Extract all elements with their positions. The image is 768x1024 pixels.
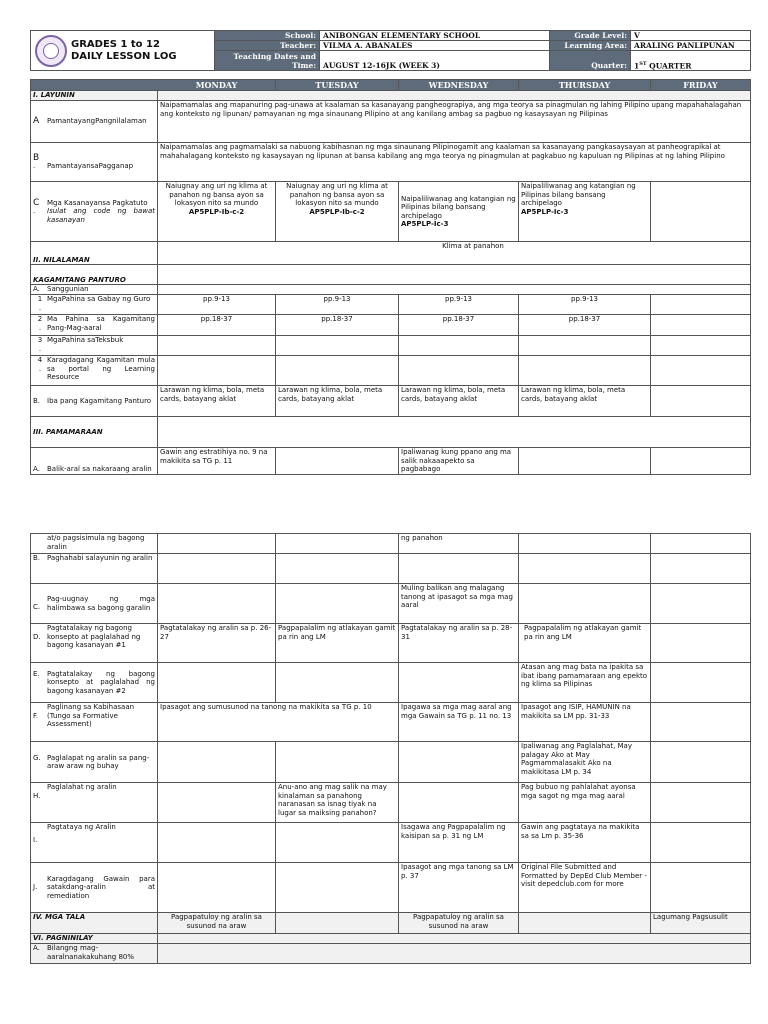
row-sanggunian-letter: A. — [33, 285, 40, 293]
paghahabi-thursday — [519, 554, 651, 584]
section-mga-tala: IV. MGA TALA — [31, 913, 158, 934]
row-konsepto-1-label — [31, 624, 158, 663]
row-teksbuk-label — [31, 336, 158, 356]
row-p2h-letter: H. — [33, 792, 41, 800]
mga-tala-tuesday — [276, 913, 399, 934]
row-1-num — [33, 295, 47, 312]
dates-label — [215, 51, 320, 71]
pag-uugnay-thursday — [519, 584, 651, 624]
balik-aral-cont-thursday — [519, 534, 651, 554]
learning-resource-monday — [158, 356, 276, 386]
row-iba-pang-kagamitan-label — [31, 386, 158, 417]
konsepto-2-wednesday — [399, 663, 519, 703]
row-p2h-label: Paglalahat ng aralin — [47, 783, 117, 791]
row-pa-letter: A. — [33, 465, 40, 473]
row-4-number: 4 — [37, 356, 43, 364]
row-kabihasaan-label — [31, 703, 158, 742]
kabihasaan-thursday: Ipasagot ang ISIP, HAMUNIN na makikita sa LM pp. 31-33 — [519, 703, 651, 742]
lesson-table-1 — [30, 79, 751, 475]
dates-value: AUGUST 12-16JK (WEEK 3) — [320, 51, 550, 71]
learning-resource-wednesday — [399, 356, 519, 386]
row-pamantayang-pangnilalaman-text: Naipamamalas ang mapanuring pag-unawa at kaalaman sa kasanayang pangheograpiya, ang mga teorya sa pinagmulan ng lahing Pilipino upang mapahahalagahan ang konteksto ng lipunan/ pamayanan ng mga sinaunang Pilipino at ang kanilang ambag sa pagbuo ng kasaysayan ng Pilipinas — [158, 101, 751, 143]
row-paglalapat-label — [31, 742, 158, 783]
row-karagdagang-gawain-label — [31, 863, 158, 913]
section-layunin-fill — [158, 91, 751, 101]
teacher-label: Teacher: — [215, 41, 320, 51]
row-paghahabi-label — [31, 554, 158, 584]
row-c-label: Mga Kasanayansa Pagkatuto — [47, 198, 148, 207]
mga-tala-thursday — [519, 913, 651, 934]
row-sanggunian-label — [31, 285, 158, 295]
section-pagninilay: VI. PAGNINILAY — [31, 934, 158, 944]
header-table — [30, 30, 751, 71]
gabay-guro-friday — [651, 295, 751, 315]
row-p2j-letter: J. — [33, 882, 38, 891]
row-4-num — [33, 356, 47, 382]
paghahabi-friday — [651, 554, 751, 584]
sanggunian-fill — [158, 285, 751, 295]
paglalahat-wednesday — [399, 783, 519, 823]
dates-label-line-2: Time: — [292, 60, 316, 70]
row-3-dot: . — [38, 344, 42, 353]
row-pamantayan-pagganap-label — [31, 143, 158, 182]
kasanayan-monday-code: AP5PLP-Ib-c-2 — [188, 207, 245, 216]
school-value: ANIBONGAN ELEMENTARY SCHOOL — [320, 31, 550, 41]
pag-uugnay-friday — [651, 584, 751, 624]
kasanayan-thursday-text: Naipaliliwanag ang katangian ng Pilipinas bilang bansang archipelago — [521, 182, 636, 207]
row-p2j-label: Karagdagang Gawain para satakdang-aralin at remediation — [47, 874, 155, 900]
kasanayan-tuesday-text: Naiugnay ang uri ng klima at panahon ng bansa ayon sa lokasyon nito sa mundo — [286, 182, 388, 207]
row-2-num — [33, 315, 47, 332]
pag-uugnay-wednesday: Muling balikan ang malagang tanong at ipasagot sa mga mag aaral — [399, 584, 519, 624]
konsepto-1-thursday: Pagpapalalim ng atlakayan gamit pa rin ang LM — [519, 624, 651, 663]
row-c-sub: Isulat ang code ng bawat kasanayan — [47, 207, 155, 224]
day-header-wednesday: WEDNESDAY — [399, 80, 519, 91]
row-p2g-letter: G. — [33, 753, 41, 762]
deped-seal-icon — [35, 35, 67, 67]
row-b2-letter: B. — [33, 396, 41, 405]
paghahabi-tuesday — [276, 554, 399, 584]
learning-resource-tuesday — [276, 356, 399, 386]
pagninilay-fill — [158, 934, 751, 944]
row-cont-spacer — [33, 534, 47, 551]
balik-aral-cont-wednesday: ng panahon — [399, 534, 519, 554]
kasanayan-monday-text: Naiugnay ang uri ng klima at panahon ng bansa ayon sa lokasyon nito sa mundo — [165, 182, 268, 207]
konsepto-2-monday — [158, 663, 276, 703]
row-pamantayang-pangnilalaman-label — [31, 101, 158, 143]
row-b-spacer — [47, 154, 155, 163]
kagamitang-mag-aaral-wednesday: pp.18-37 — [399, 315, 519, 336]
row-sanggunian-text: Sanggunian — [47, 285, 89, 293]
row-c-dot: . — [33, 207, 36, 216]
paglalahat-friday — [651, 783, 751, 823]
balik-aral-tuesday — [276, 448, 399, 475]
kagamitang-mag-aaral-monday: pp.18-37 — [158, 315, 276, 336]
row-1-label: MgaPahina sa Gabay ng Guro — [47, 295, 151, 303]
gabay-guro-thursday: pp.9-13 — [519, 295, 651, 315]
paglalahat-tuesday: Anu-ano ang mag salik na may kinalaman sa panahong naranasan sa isnag tiyak na lugar sa maiksing panahon? — [276, 783, 399, 823]
karagdagang-gawain-tuesday — [276, 863, 399, 913]
lesson-table-2 — [30, 533, 751, 964]
balik-aral-friday — [651, 448, 751, 475]
row-b-dot: . — [33, 162, 36, 170]
pagtataya-friday — [651, 823, 751, 863]
balik-aral-cont-friday — [651, 534, 751, 554]
bilang-80-fill — [158, 944, 751, 964]
pag-uugnay-tuesday — [276, 584, 399, 624]
quarter-value — [631, 51, 751, 71]
row-bilang-80-label — [31, 944, 158, 964]
balik-aral-cont-tuesday — [276, 534, 399, 554]
row-p2e-letter: E. — [33, 669, 40, 678]
row-p2c-label: Pag-uugnay ng mga halimbawa sa bagong garalin — [47, 595, 155, 612]
kasanayan-tuesday — [276, 182, 399, 242]
row-kagamitang-mag-aaral-label — [31, 315, 158, 336]
pamamaraan-fill — [158, 417, 751, 448]
title-line-1: GRADES 1 to 12 — [71, 38, 160, 50]
paghahabi-wednesday — [399, 554, 519, 584]
learning-resource-thursday — [519, 356, 651, 386]
konsepto-1-wednesday: Pagtatalakay ng aralin sa p. 28-31 — [399, 624, 519, 663]
row-pn-a-label: Bilangng mag-aaralnanakakuhang 80% — [47, 944, 135, 961]
row-balik-aral-label — [31, 448, 158, 475]
balik-aral-wednesday: Ipaliwanag kung ppano ang ma salik nakaaapekto sa pagbabago — [399, 448, 519, 475]
row-pamantayan-pagganap-text: Naipamamalas ang pagmamalaki sa nabuong kabihasnan ng mga sinaunang Pilipinogamit ang kaalaman sa kasanayang pangkasaysayan at panheograpikal at mahahalagang konteksto ng kasaysayan ng lipunan at bansa kabilang ang mga teorya ng pinagmulan at pagkabuo ng kapuluan ng Pilipinas at ng lahing Pilipino — [158, 143, 751, 182]
pagtataya-monday — [158, 823, 276, 863]
paglalapat-friday — [651, 742, 751, 783]
section-pamamaraan: III. PAMAMARAAN — [31, 417, 158, 448]
balik-aral-monday: Gawin ang estratihiya no. 9 na makikita sa TG p. 11 — [158, 448, 276, 475]
row-b-letter: B — [33, 152, 40, 163]
school-label: School: — [215, 31, 320, 41]
kabihasaan-friday — [651, 703, 751, 742]
iba-pang-kagamitan-wednesday: Larawan ng klima, bola, meta cards, batayang aklat — [399, 386, 519, 417]
quarter-number: 1 — [634, 61, 640, 70]
row-balik-aral-cont-label — [31, 534, 158, 554]
quarter-label: Quarter: — [550, 51, 631, 71]
row-p2f-letter: F. — [33, 712, 39, 720]
row-p2i-letter: I. — [33, 836, 38, 844]
paglalahat-thursday: Pag bubuo ng pahlalahat ayonsa mga sagot ng mga mag aaral — [519, 783, 651, 823]
section-kagamitang-panturo: KAGAMITANG PANTURO — [31, 265, 158, 285]
row-1-number: 1 — [37, 295, 43, 303]
konsepto-1-friday — [651, 624, 751, 663]
konsepto-2-thursday: Atasan ang mag bata na ipakita sa ibat ibang pamamaraan ang epekto ng klima sa Pilipinas — [519, 663, 651, 703]
row-kasanayan-label — [31, 182, 158, 242]
kagamitang-mag-aaral-thursday: pp.18-37 — [519, 315, 651, 336]
row-pagtataya-label — [31, 823, 158, 863]
kasanayan-wednesday — [399, 182, 519, 242]
row-pn-a-letter: A. — [33, 944, 40, 952]
grade-value: V — [631, 31, 751, 41]
konsepto-2-tuesday — [276, 663, 399, 703]
paglalapat-tuesday — [276, 742, 399, 783]
karagdagang-gawain-thursday: Original File Submitted and Formatted by DepEd Club Member - visit depedclub.com for more — [519, 863, 651, 913]
row-p2d-label: Pagtatalakay ng bagong konsepto at paglalahad ng bagong kasanayan #1 — [47, 624, 141, 649]
kasanayan-wednesday-text: Naipaliliwanag ang katangian ng Pilipinas bilang bansang archipelago — [401, 194, 516, 220]
kagamitang-panturo-fill — [158, 265, 751, 285]
row-3-num — [33, 336, 47, 353]
teksbuk-monday — [158, 336, 276, 356]
row-p2g-label: Paglalapat ng aralin sa pang-araw araw ng buhay — [47, 753, 150, 770]
teksbuk-thursday — [519, 336, 651, 356]
quarter-text: QUARTER — [646, 61, 692, 70]
quarter-superscript: ST — [639, 60, 647, 67]
gabay-guro-wednesday: pp.9-13 — [399, 295, 519, 315]
row-4-dot: . — [38, 364, 42, 373]
balik-aral-thursday — [519, 448, 651, 475]
konsepto-1-tuesday: Pagpapalalim ng atlakayan gamit pa rin ang LM — [276, 624, 399, 663]
teksbuk-friday — [651, 336, 751, 356]
paglalapat-monday — [158, 742, 276, 783]
grade-label: Grade Level: — [550, 31, 631, 41]
pag-uugnay-monday — [158, 584, 276, 624]
row-p2i-label: Pagtataya ng Aralin — [47, 823, 116, 831]
paglalapat-wednesday — [399, 742, 519, 783]
row-cont-label: at/o pagsisimula ng bagong aralin — [47, 534, 145, 551]
row-p2c-letter: C. — [33, 603, 41, 611]
kasanayan-thursday — [519, 182, 651, 242]
day-header-thursday: THURSDAY — [519, 80, 651, 91]
day-header-tuesday: TUESDAY — [276, 80, 399, 91]
row-p2e-label: Pagtatalakay ng bagong konsepto at paglalahad ng bagong kasanayan #2 — [47, 669, 155, 695]
row-p2f-label: Paglinang sa Kabihasaan (Tungo sa Formative Assessment) — [47, 703, 135, 728]
iba-pang-kagamitan-tuesday: Larawan ng klima, bola, meta cards, batayang aklat — [276, 386, 399, 417]
mga-tala-friday: Lagumang Pagsusulit — [651, 913, 751, 934]
row-a-letter: A — [33, 116, 40, 127]
row-p2b-letter: B. — [33, 554, 41, 562]
kasanayan-tuesday-code: AP5PLP-Ib-c-2 — [309, 207, 365, 216]
row-gabay-guro-label — [31, 295, 158, 315]
pagtataya-tuesday — [276, 823, 399, 863]
row-p2b-label: Paghahabi salayunin ng aralin — [47, 554, 153, 562]
title-line-2: DAILY LESSON LOG — [71, 50, 177, 62]
kagamitang-mag-aaral-tuesday: pp.18-37 — [276, 315, 399, 336]
karagdagang-gawain-friday — [651, 863, 751, 913]
row-a-label: PamantayangPangnilalaman — [47, 117, 147, 126]
row-2-label: Ma Pahina sa Kagamitang Pang-Mag-aaral — [47, 315, 155, 332]
gabay-guro-monday: pp.9-13 — [158, 295, 276, 315]
section-nilalaman: II. NILALAMAN — [31, 242, 158, 265]
row-4-label: Karagdagang Kagamitan mula sa portal ng Learning Resource — [47, 356, 155, 381]
dates-label-line-1: Teaching Dates and — [233, 51, 316, 61]
iba-pang-kagamitan-friday — [651, 386, 751, 417]
row-2-number: 2 — [37, 315, 43, 323]
kabihasaan-wednesday: Ipagawa sa mga mag aaral ang mga Gawain sa TG p. 11 no. 13 — [399, 703, 519, 742]
teksbuk-tuesday — [276, 336, 399, 356]
area-label: Learning Area: — [550, 41, 631, 51]
row-learning-resource-label — [31, 356, 158, 386]
iba-pang-kagamitan-monday: Larawan ng klima, bola, meta cards, batayang aklat — [158, 386, 276, 417]
kasanayan-thursday-code: AP5PLP-Ic-3 — [521, 207, 569, 216]
karagdagang-gawain-wednesday: Ipasagot ang mga tanong sa LM p. 37 — [399, 863, 519, 913]
mga-tala-wednesday: Pagpapatuloy ng aralin sa susunod na araw — [399, 913, 519, 934]
day-header-friday: FRIDAY — [651, 80, 751, 91]
karagdagang-gawain-monday — [158, 863, 276, 913]
teacher-value: VILMA A. ABANALES — [320, 41, 550, 51]
gabay-guro-tuesday: pp.9-13 — [276, 295, 399, 315]
dll-header — [30, 30, 750, 71]
kagamitang-mag-aaral-friday — [651, 315, 751, 336]
row-konsepto-2-label — [31, 663, 158, 703]
day-header-blank — [31, 80, 158, 91]
area-value: ARALING PANLIPUNAN — [631, 41, 751, 51]
row-1-dot: . — [38, 303, 42, 312]
row-p2d-letter: D. — [33, 633, 41, 641]
kasanayan-wednesday-code: AP5PLP-Ic-3 — [401, 220, 449, 228]
konsepto-1-monday: Pagtatalakay ng aralin sa p. 26-27 — [158, 624, 276, 663]
paglalahat-monday — [158, 783, 276, 823]
day-header-monday: MONDAY — [158, 80, 276, 91]
row-pag-uugnay-label — [31, 584, 158, 624]
row-3-label: MgaPahina saTeksbuk — [47, 336, 124, 344]
kasanayan-friday — [651, 182, 751, 242]
konsepto-2-friday — [651, 663, 751, 703]
row-b-label: PamantayansaPagganap — [47, 162, 134, 170]
row-c-letter: C — [33, 197, 40, 208]
lesson-table-page-2 — [30, 533, 750, 964]
row-3-number: 3 — [37, 336, 43, 344]
paghahabi-monday — [158, 554, 276, 584]
nilalaman-text: Klima at panahon — [158, 242, 751, 265]
pagtataya-thursday: Gawin ang pagtataya na makikita sa sa Lm p. 35-36 — [519, 823, 651, 863]
section-layunin: I. LAYUNIN — [31, 91, 158, 101]
learning-resource-friday — [651, 356, 751, 386]
teksbuk-wednesday — [399, 336, 519, 356]
pagtataya-wednesday: Isagawa ang Pagpapalalim ng kaisipan sa p. 31 ng LM — [399, 823, 519, 863]
balik-aral-cont-monday — [158, 534, 276, 554]
iba-pang-kagamitan-thursday: Larawan ng klima, bola, meta cards, batayang aklat — [519, 386, 651, 417]
row-b2-label: Iba pang Kagamitang Panturo — [47, 396, 152, 405]
paglalapat-thursday: Ipaliwanag ang Paglalahat, May palagay Ako at May Pagmammalasakit Ako na makikitasa LM p. 34 — [519, 742, 651, 783]
kabihasaan-monday: Ipasagot ang sumusunod na tanong na makikita sa TG p. 10 — [158, 703, 399, 742]
lesson-table-page-1 — [30, 79, 750, 475]
row-2-dot: . — [38, 323, 42, 332]
row-pa-label: Balik-aral sa nakaraang aralin — [47, 465, 152, 473]
kasanayan-monday — [158, 182, 276, 242]
row-paglalahat-label — [31, 783, 158, 823]
mga-tala-monday: Pagpapatuloy ng aralin sa susunod na araw — [158, 913, 276, 934]
title-cell — [31, 31, 215, 71]
